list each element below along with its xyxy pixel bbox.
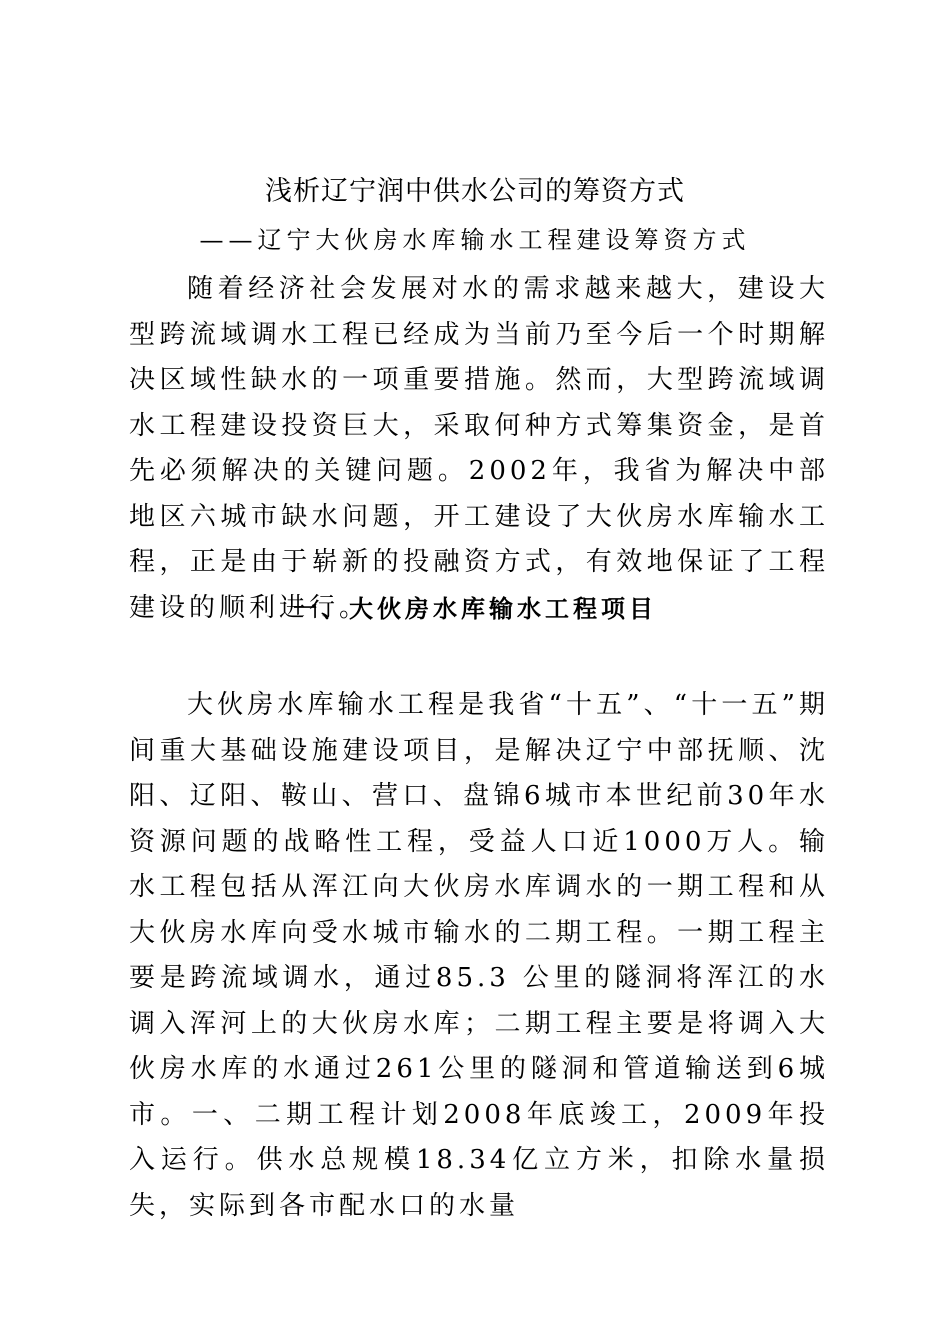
document-title: 浅析辽宁润中供水公司的筹资方式 xyxy=(265,176,685,207)
intro-paragraph: 随着经济社会发展对水的需求越来越大，建设大型跨流域调水工程已经成为当前乃至今后一个时期解决区域性缺水的一项重要措施。然而，大型跨流域调水工程建设投资巨大，采取何种方式筹集资金，是首先必须解决的关键问题。2002年，我省为解决中部地区六城市缺水问题，开工建设了大伙房水库输水工程，正是由于崭新的投融资方式，有效地保证了工程建设的顺利进行。 xyxy=(129,274,829,623)
document-subtitle: ——辽宁大伙房水库输水工程建设筹资方式 xyxy=(199,226,751,254)
section-heading: 一、大伙房水库输水工程项目 xyxy=(293,595,657,623)
section-paragraph: 大伙房水库输水工程是我省“十五”、“十一五”期间重大基础设施建设项目，是解决辽宁中部抚顺、沈阳、辽阳、鞍山、营口、盘锦6城市本世纪前30年水资源问题的战略性工程，受益人口近1000万人。输水工程包括从浑江向大伙房水库调水的一期工程和从大伙房水库向受水城市输水的二期工程。一期工程主要是跨流域调水，通过85.3 公里的隧洞将浑江的水调入浑河上的大伙房水库；二期工程主要是将调入大伙房水库的水通过261公里的隧洞和管道输送到6城市。一、二期工程计划2008年底竣工，2009年投入运行。供水总规模18.34亿立方米，扣除水量损失，实际到各市配水口的水量 xyxy=(129,690,829,1221)
